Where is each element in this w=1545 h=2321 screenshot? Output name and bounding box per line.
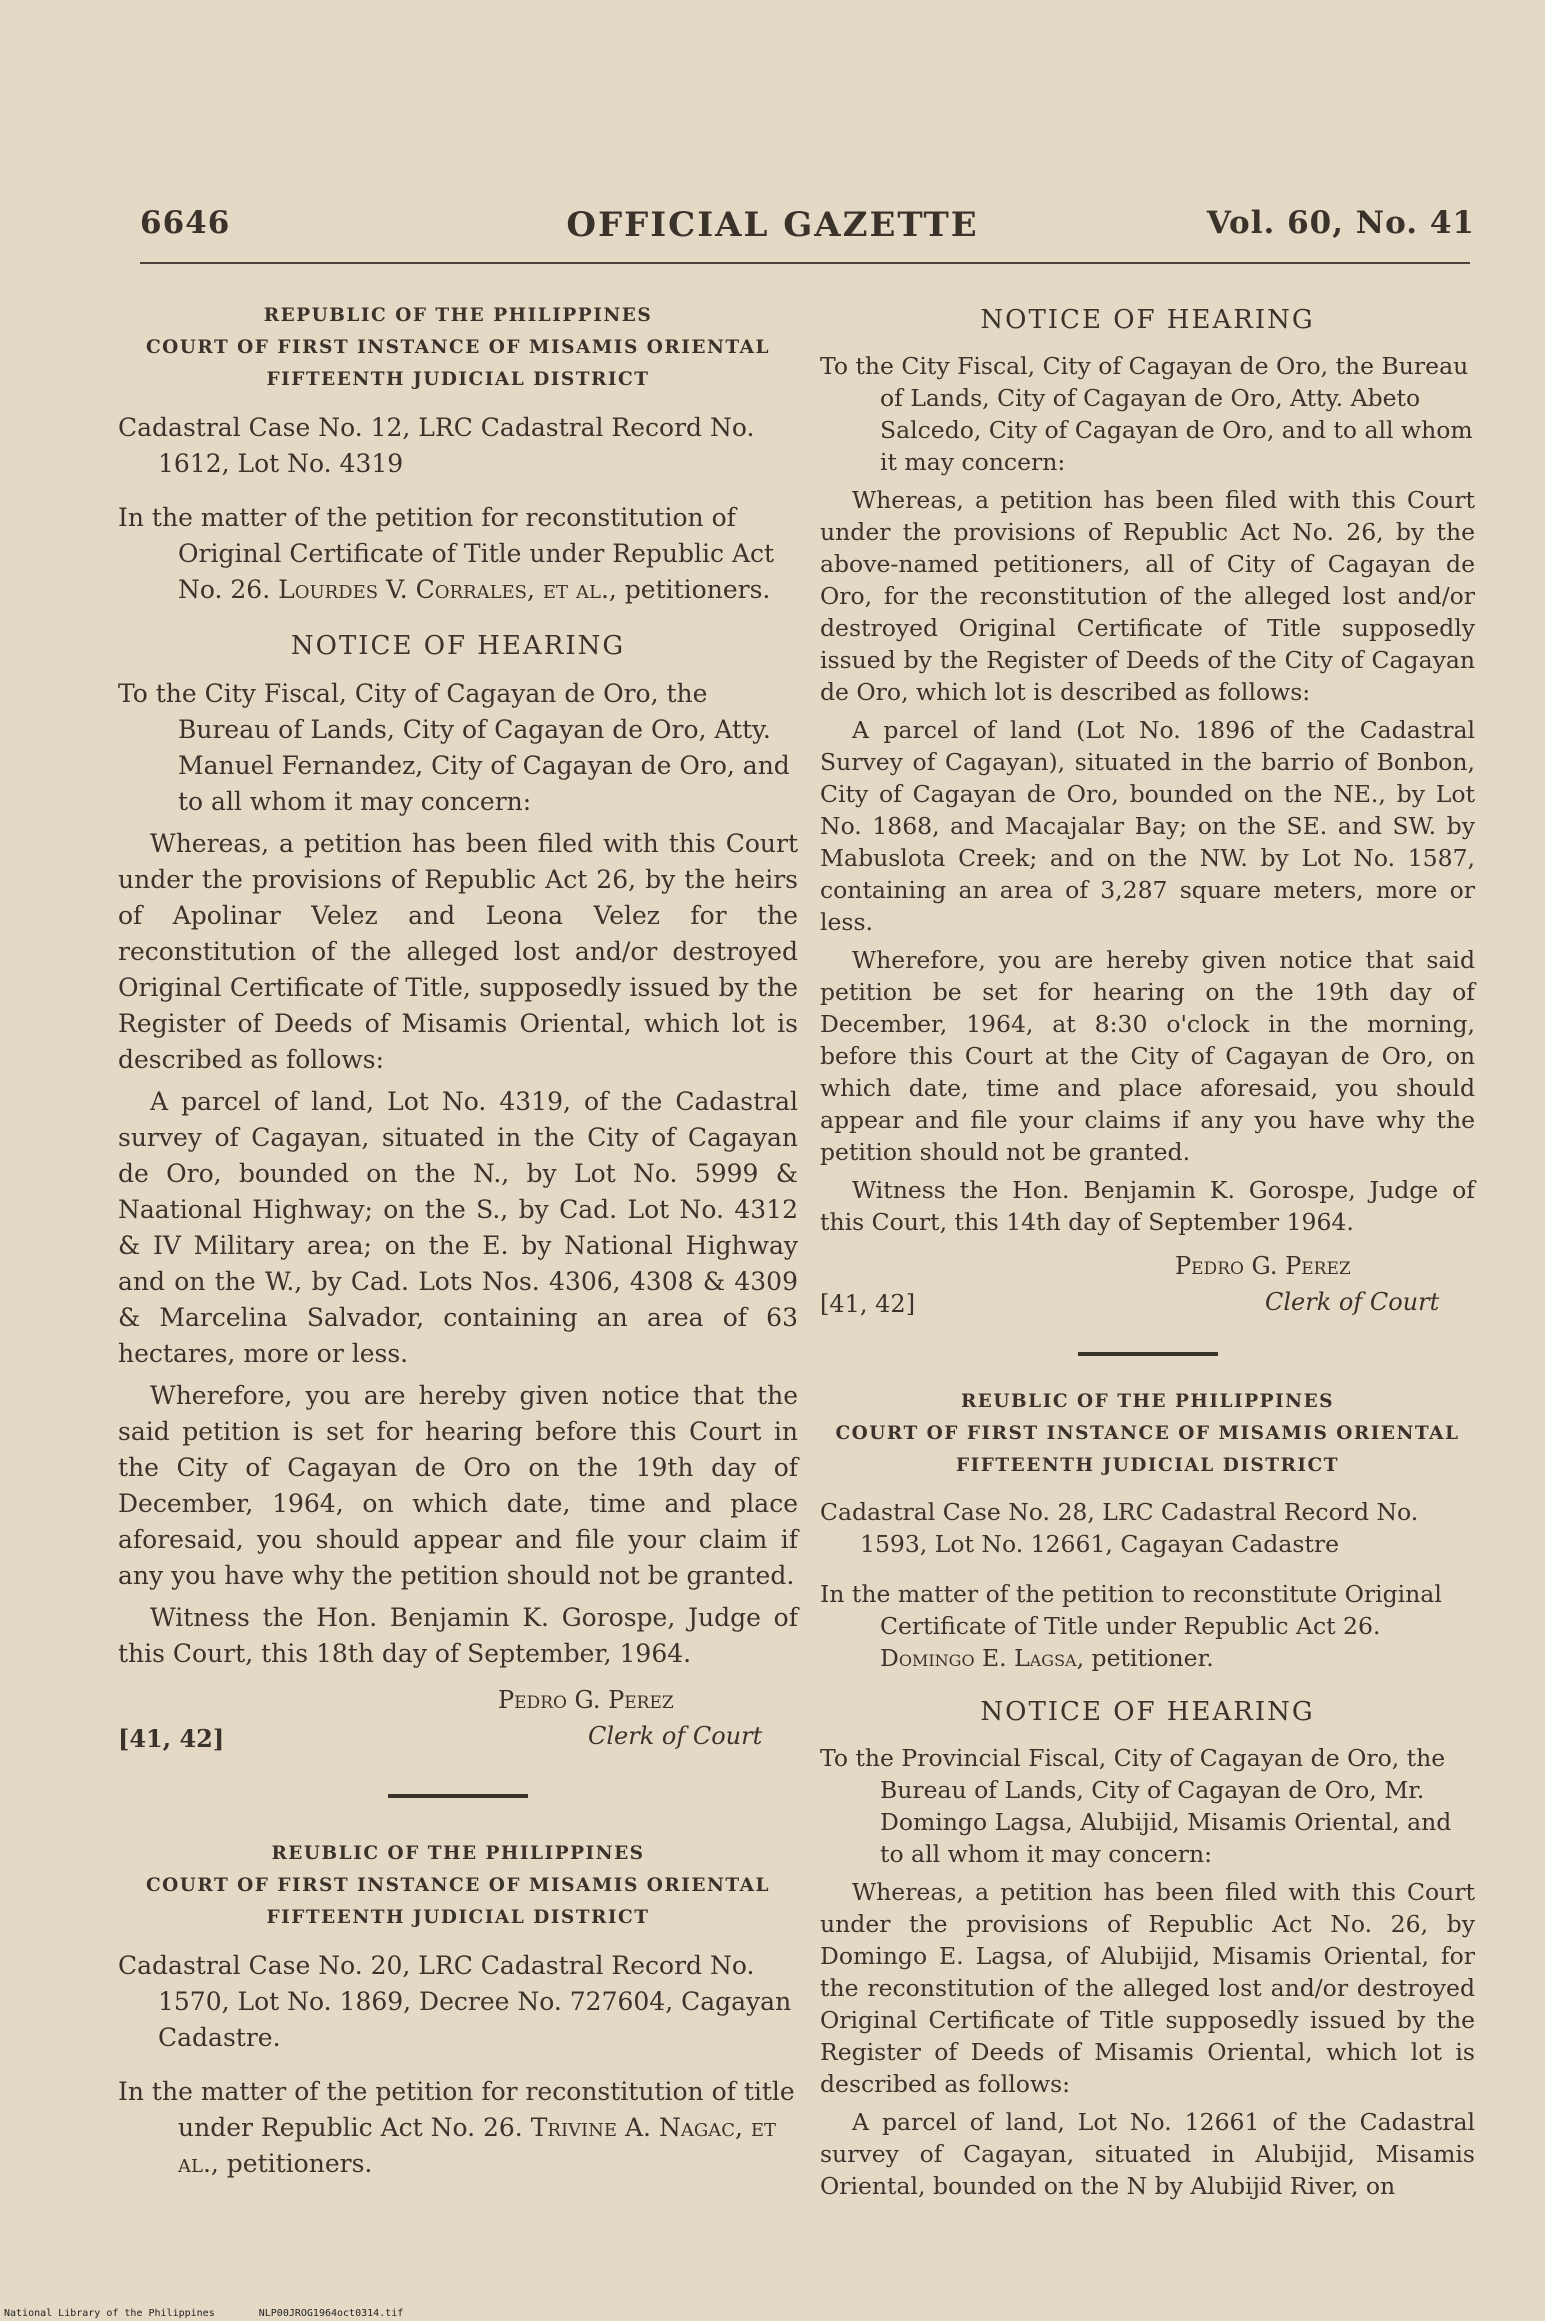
paragraph: A parcel of land (Lot No. 1896 of the Cadastral Survey of Cagayan), situated in the barrio of Bonbon, City of Cagayan de Oro, bounded on the NE., by Lot No. 1868, and Macajalar Bay; on the SE. and SW. by Mabuslota Creek; and on the NW. by Lot No. 1587, containing an area of 3,287 square meters, more or less. bbox=[820, 716, 1475, 936]
paragraph: Whereas, a petition has been filed with this Court under the provisions of Republic Act No. 26, by the above-named petitioners, all of City of Cagayan de Oro, for the reconstitution of the alleged lost and/or destroyed Original Certificate of Title supposedly issued by the Register of Deeds of the City of Cagayan de Oro, which lot is described as follows: bbox=[820, 486, 1475, 706]
volume-number: Vol. 60, No. 41 bbox=[1206, 205, 1475, 241]
court-heading-line: COURT OF FIRST INSTANCE OF MISAMIS ORIENTAL bbox=[835, 1423, 1460, 1444]
reference-number: [41, 42] bbox=[820, 1290, 916, 1318]
matter-tail: , petitioners. bbox=[608, 575, 771, 604]
paragraph: Whereas, a petition has been filed with this Court under the provisions of Republic Act 26, by the heirs of Apolinar Velez and Leona Velez for the reconstitution of the alleged lost and/or destroyed Original Certificate of Title, supposedly issued by the Register of Deeds of Misamis Oriental, which lot is described as follows: bbox=[118, 829, 798, 1074]
court-heading bbox=[118, 1838, 798, 1934]
clerk-name: Pedro G. Perez bbox=[498, 1686, 674, 1714]
case-caption: Cadastral Case No. 12, LRC Cadastral Record No. 1612, Lot No. 4319 bbox=[118, 413, 755, 478]
matter-tail: , petitioner. bbox=[1076, 1644, 1214, 1672]
court-heading-line: COURT OF FIRST INSTANCE OF MISAMIS ORIENTAL bbox=[145, 337, 771, 358]
paragraph: Witness the Hon. Benjamin K. Gorospe, Judge of this Court, this 18th day of September, 1964. bbox=[118, 1603, 798, 1668]
notice-heading: NOTICE OF HEARING bbox=[980, 1697, 1315, 1727]
page-number: 6646 bbox=[140, 205, 231, 241]
addressee: To the Provincial Fiscal, City of Cagayan de Oro, the Bureau of Lands, City of Cagayan de Oro, Mr. Domingo Lagsa, Alubijid, Misamis Oriental, and to all whom it may concern: bbox=[820, 1744, 1452, 1868]
case-caption: Cadastral Case No. 28, LRC Cadastral Record No. 1593, Lot No. 12661, Cagayan Cadastre bbox=[820, 1498, 1419, 1558]
right-column bbox=[820, 300, 1475, 2202]
paragraph: A parcel of land, Lot No. 12661 of the Cadastral survey of Cagayan, situated in Alubijid, Misamis Oriental, bounded on the N by Alubijid River, on bbox=[820, 2108, 1475, 2200]
case-caption: Cadastral Case No. 20, LRC Cadastral Record No. 1570, Lot No. 1869, Decree No. 727604, Cagayan Cadastre. bbox=[118, 1951, 792, 2052]
addressee: To the City Fiscal, City of Cagayan de Oro, the Bureau of Lands, City of Cagayan de Oro, Atty. Abeto Salcedo, City of Cagayan de Oro, and to all whom it may concern: bbox=[820, 352, 1473, 476]
gazette-title: OFFICIAL GAZETTE bbox=[566, 205, 979, 245]
matter-text: In the matter of the petition to reconstitute Original Certificate of Title under Republic Act 26. bbox=[820, 1580, 1442, 1640]
notice-heading: NOTICE OF HEARING bbox=[980, 305, 1315, 335]
matter-caption bbox=[118, 500, 798, 608]
matter-text: In the matter of the petition for reconstitution of Original Certificate of Title under Republic Act No. 26. bbox=[118, 503, 775, 604]
paragraph: Whereas, a petition has been filed with this Court under the provisions of Republic Act No. 26, by Domingo E. Lagsa, of Alubijid, Misamis Oriental, for the reconstitution of the alleged lost and/or destroyed Original Certificate of Title supposedly issued by the Register of Deeds of Misamis Oriental, which lot is described as follows: bbox=[820, 1878, 1475, 2098]
court-heading-line: FIFTEENTH JUDICIAL DISTRICT bbox=[955, 1455, 1340, 1476]
library-credit: National Library of the Philippines bbox=[4, 2308, 215, 2319]
scan-footer bbox=[4, 2308, 441, 2319]
court-heading-line: FIFTEENTH JUDICIAL DISTRICT bbox=[266, 369, 650, 390]
petitioner-name: Trivine A. Nagac, et al. bbox=[178, 2113, 777, 2178]
paragraph: A parcel of land, Lot No. 4319, of the Cadastral survey of Cagayan, situated in the City of Cagayan de Oro, bounded on the N., by Lot No. 5999 & Naational Highway; on the S., by Cad. Lot No. 4312 & IV Military area; on the E. by National Highway and on the W., by Cad. Lots Nos. 4306, 4308 & 4309 & Marcelina Salvador, containing an area of 63 hectares, more or less. bbox=[118, 1087, 798, 1368]
matter-tail: , petitioners. bbox=[210, 2149, 373, 2178]
left-column bbox=[118, 300, 798, 2182]
scan-filename: NLP00JROG1964oct0314.tif bbox=[258, 2308, 404, 2319]
signature-block bbox=[820, 1250, 1475, 1326]
court-heading-line: REPUBLIC OF THE PHILIPPINES bbox=[263, 305, 653, 326]
paragraph: Wherefore, you are hereby given notice that said petition be set for hearing on the 19th day of December, 1964, at 8:30 o'clock in the morning, before this Court at the City of Cagayan de Oro, on which date, time and place aforesaid, you should appear and file your claims if any you have why the petition should not be granted. bbox=[820, 946, 1475, 1166]
clerk-title: Clerk of Court bbox=[588, 1722, 763, 1750]
paragraph: Wherefore, you are hereby given notice that the said petition is set for hearing before this Court in the City of Cagayan de Oro on the 19th day of December, 1964, on which date, time and place aforesaid, you should appear and file your claim if any you have why the petition should not be granted. bbox=[118, 1381, 798, 1590]
section-divider bbox=[1078, 1352, 1218, 1356]
court-heading-line: COURT OF FIRST INSTANCE OF MISAMIS ORIENTAL bbox=[145, 1875, 771, 1896]
court-heading bbox=[820, 1386, 1475, 1482]
clerk-title: Clerk of Court bbox=[1265, 1288, 1440, 1316]
addressee: To the City Fiscal, City of Cagayan de Oro, the Bureau of Lands, City of Cagayan de Oro, Atty. Manuel Fernandez, City of Cagayan de Oro, and to all whom it may concern: bbox=[118, 679, 790, 816]
notice-heading: NOTICE OF HEARING bbox=[290, 631, 626, 661]
petitioner-name: Domingo E. Lagsa bbox=[880, 1644, 1077, 1672]
header-rule bbox=[140, 262, 1470, 264]
paragraph: Witness the Hon. Benjamin K. Gorospe, Judge of this Court, this 14th day of September 1964. bbox=[820, 1176, 1475, 1236]
petitioner-name: Lourdes V. Corrales, et al. bbox=[278, 575, 609, 604]
clerk-name: Pedro G. Perez bbox=[1175, 1252, 1351, 1280]
court-heading-line: REUBLIC OF THE PHILIPPINES bbox=[960, 1391, 1335, 1412]
matter-text: In the matter of the petition for reconstitution of title under Republic Act No. 26. bbox=[118, 2077, 795, 2142]
court-heading-line: REUBLIC OF THE PHILIPPINES bbox=[271, 1843, 645, 1864]
matter-caption bbox=[820, 1578, 1475, 1674]
court-heading bbox=[118, 300, 798, 396]
matter-caption bbox=[118, 2074, 798, 2182]
reference-number: [41, 42] bbox=[118, 1724, 225, 1753]
court-heading-line: FIFTEENTH JUDICIAL DISTRICT bbox=[266, 1907, 650, 1928]
section-divider bbox=[388, 1794, 528, 1798]
signature-block bbox=[118, 1684, 798, 1760]
